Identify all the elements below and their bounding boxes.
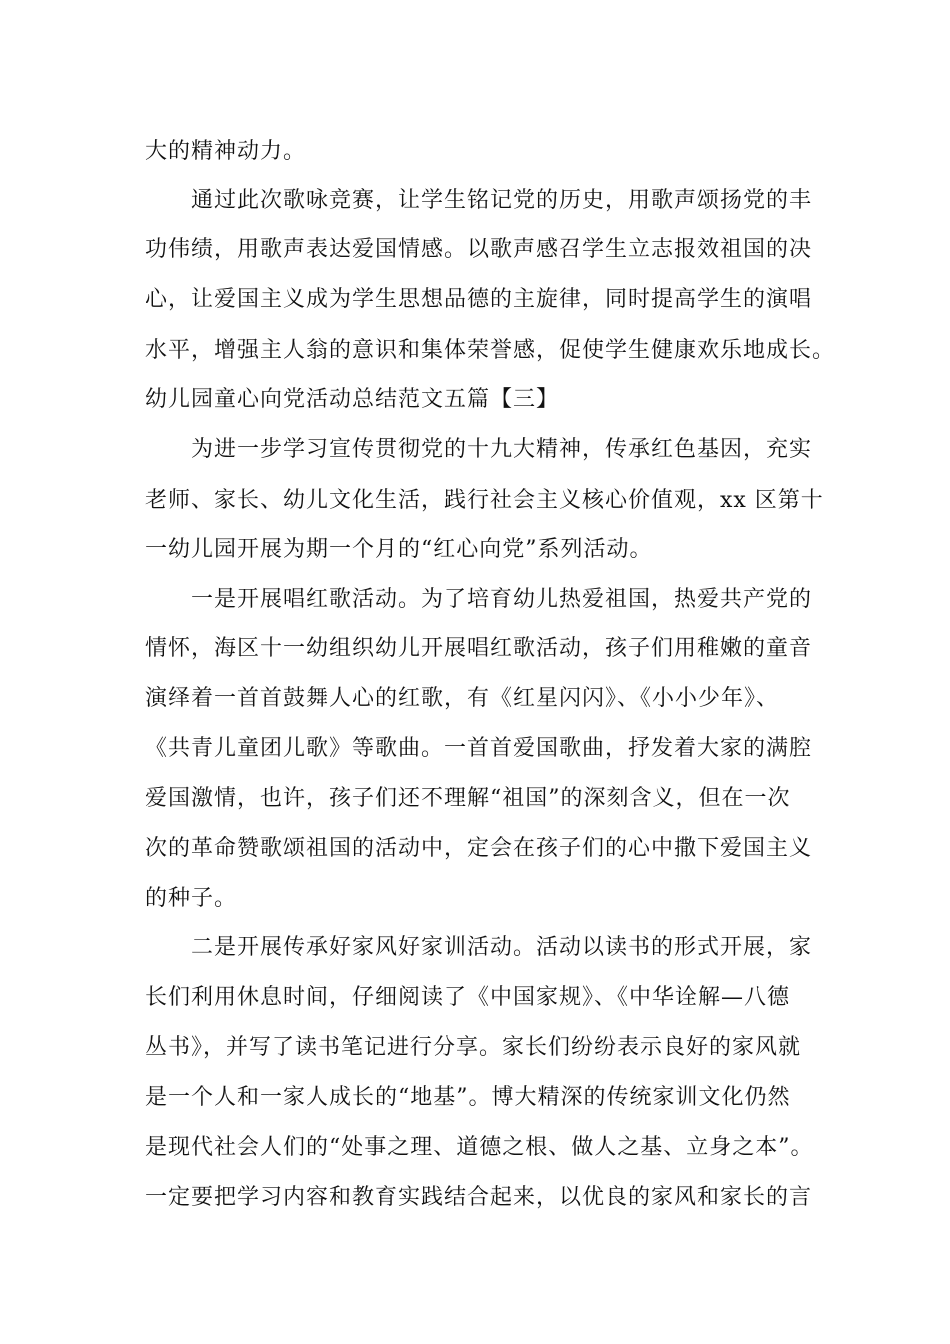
text-line: 的种子。 [145,886,238,911]
text-line: 是现代社会人们的“处事之理、道德之根、做人之基、立身之本”。 [145,1135,814,1160]
text-line: 是一个人和一家人成长的“地基”。博大精深的传统家训文化仍然 [145,1085,791,1110]
text-line: 丛书》，并写了读书笔记进行分享。家长们纷纷表示良好的家风就 [145,1035,802,1060]
text-line: 《共青儿童团儿歌》等歌曲。一首首爱国歌曲，抒发着大家的满腔 [145,736,813,761]
text-line: 演绎着一首首鼓舞人心的红歌，有《红星闪闪》、《小小少年》、 [145,686,780,711]
text-line: 老师、家长、幼儿文化生活，践行社会主义核心价值观，xx 区第十 [145,488,824,513]
text-line: 长们利用休息时间，仔细阅读了《中国家规》、《中华诠解—八德 [145,985,791,1010]
text-line: 情怀，海区十一幼组织幼儿开展唱红歌活动，孩子们用稚嫩的童音 [145,636,813,661]
text-line: 通过此次歌咏竞赛，让学生铭记党的历史，用歌声颂扬党的丰 [191,188,813,213]
text-line: 爱国激情，也许，孩子们还不理解“祖国”的深刻含义，但在一次 [145,786,791,811]
text-line: 一定要把学习内容和教育实践结合起来，以优良的家风和家长的言 [145,1185,813,1210]
text-line: 次的革命赞歌颂祖国的活动中，定会在孩子们的心中撒下爱国主义 [145,836,813,861]
section-heading: 幼儿园童心向党活动总结范文五篇【三】 [145,387,560,412]
text-line: 二是开展传承好家风好家训活动。活动以读书的形式开展，家 [191,935,813,960]
text-line: 心，让爱国主义成为学生思想品德的主旋律，同时提高学生的演唱 [145,287,813,312]
text-line: 一是开展唱红歌活动。为了培育幼儿热爱祖国，热爱共产党的 [191,587,813,612]
text-line: 大的精神动力。 [145,139,307,164]
text-line: 功伟绩，用歌声表达爱国情感。以歌声感召学生立志报效祖国的决 [145,237,813,262]
text-line: 为进一步学习宣传贯彻党的十九大精神，传承红色基因，充实 [191,437,813,462]
text-line: 水平，增强主人翁的意识和集体荣誉感，促使学生健康欢乐地成长。 [145,338,836,363]
text-line: 一幼儿园开展为期一个月的“红心向党”系列活动。 [145,537,653,562]
